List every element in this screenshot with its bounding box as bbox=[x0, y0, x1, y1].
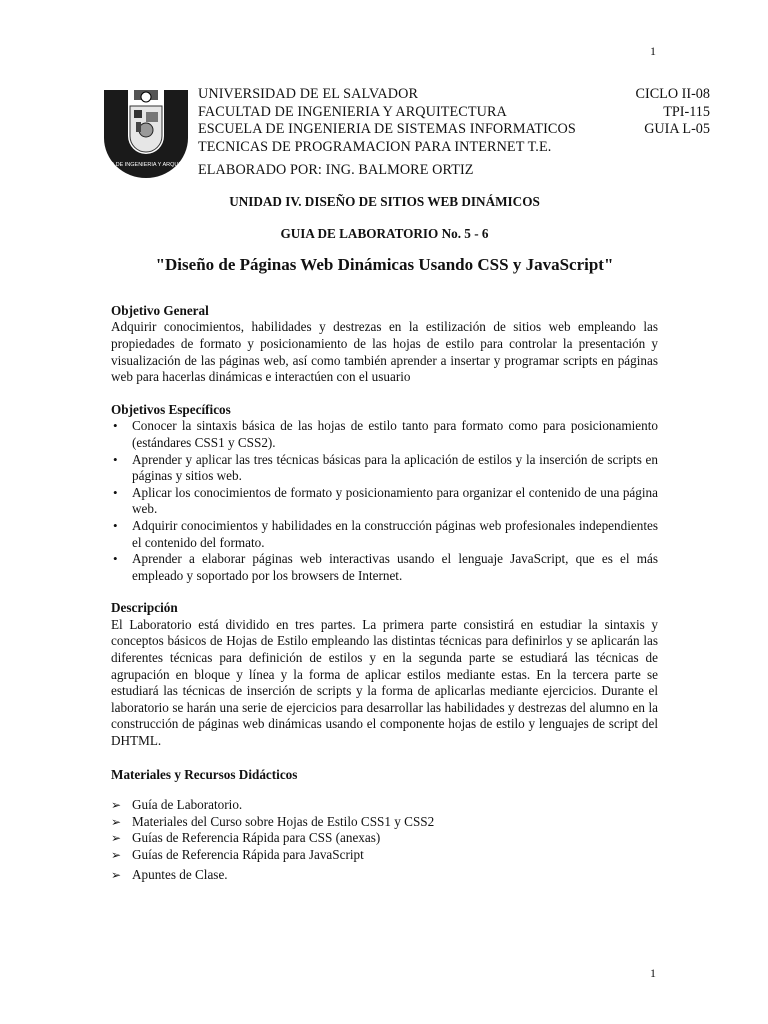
descripcion-section bbox=[111, 600, 658, 749]
header-course-code: TPI-115 bbox=[663, 103, 710, 120]
course-code-block bbox=[636, 86, 710, 139]
arrow-bullet-icon: ➢ bbox=[111, 798, 122, 813]
materiales-list bbox=[111, 797, 658, 883]
list-item: • Aplicar los conocimientos de formato y posicionamiento para organizar el contenido de una página web. bbox=[113, 484, 658, 517]
arrow-bullet-icon: ➢ bbox=[111, 848, 122, 862]
objetivo-general-section bbox=[111, 303, 658, 386]
list-item: ➢ Apuntes de Clase. bbox=[111, 866, 228, 882]
objetivos-especificos-list bbox=[111, 418, 658, 584]
list-item: • Adquirir conocimientos y habilidades en la construcción páginas web profesionales independientes el contenido del formato. bbox=[113, 517, 658, 550]
header-line-course: TECNICAS DE PROGRAMACION PARA INTERNET T.E. bbox=[198, 138, 552, 155]
document-header bbox=[86, 86, 712, 182]
list-item: ➢ Materiales del Curso sobre Hojas de Estilo CSS1 y CSS2 bbox=[111, 813, 435, 829]
objetivo-general-heading: Objetivo General bbox=[111, 302, 209, 318]
header-line-university: UNIVERSIDAD DE EL SALVADOR bbox=[198, 86, 419, 102]
faculty-logo bbox=[86, 86, 206, 176]
faculty-seal-icon bbox=[86, 86, 206, 176]
list-item: • Aprender y aplicar las tres técnicas básicas para la aplicación de estilos y la inserción de scripts en páginas y sitios web. bbox=[113, 451, 658, 484]
objetivo-general-text: Adquirir conocimientos, habilidades y destrezas en la estilización de sitios web empleando las propiedades de formato y posicionamiento de las hojas de estilo para controlar la presentación y visualización de las páginas web, así como también aprender a insertar y programar scripts en páginas web para hacerlas dinámicas e interactúen con el usuario bbox=[111, 319, 658, 385]
list-item: ➢ Guías de Referencia Rápida para JavaScript bbox=[111, 847, 364, 862]
page-number-top: 1 bbox=[650, 44, 656, 58]
bullet-icon: • bbox=[113, 484, 118, 500]
list-item: ➢ Guía de Laboratorio. bbox=[111, 797, 243, 813]
header-guide-code: GUIA L-05 bbox=[644, 121, 710, 137]
list-item: • Aprender a elaborar páginas web interactivas usando el lenguaje JavaScript, que es el más empleado y soportado por los browsers de Internet. bbox=[113, 551, 658, 583]
arrow-bullet-icon: ➢ bbox=[111, 814, 122, 829]
header-line-faculty: FACULTAD DE INGENIERIA Y ARQUITECTURA bbox=[198, 103, 507, 120]
header-author: ELABORADO POR: ING. BALMORE ORTIZ bbox=[198, 162, 474, 178]
main-title: "Diseño de Páginas Web Dinámicas Usando CSS y JavaScript" bbox=[155, 255, 614, 275]
svg-text:FACULTAD DE INGENIERIA Y ARQUI: FACULTAD DE INGENIERIA Y ARQUITECTURA bbox=[86, 162, 206, 168]
list-item: ➢ Guías de Referencia Rápida para CSS (anexas) bbox=[111, 830, 381, 846]
header-line-school: ESCUELA DE INGENIERIA DE SISTEMAS INFORMATICOS bbox=[198, 121, 576, 137]
bullet-icon: • bbox=[113, 418, 118, 434]
arrow-bullet-icon: ➢ bbox=[111, 867, 122, 882]
bullet-icon: • bbox=[113, 451, 118, 467]
institution-block bbox=[198, 86, 576, 180]
page-number-bottom: 1 bbox=[650, 966, 656, 980]
unit-title: UNIDAD IV. DISEÑO DE SITIOS WEB DINÁMICOS bbox=[229, 194, 540, 209]
guide-title: GUIA DE LABORATORIO No. 5 - 6 bbox=[280, 225, 489, 241]
objetivos-especificos-section bbox=[111, 402, 658, 585]
objetivos-especificos-heading: Objetivos Específicos bbox=[111, 401, 231, 417]
descripcion-heading: Descripción bbox=[111, 600, 178, 616]
document-body bbox=[111, 194, 658, 883]
materiales-section bbox=[111, 767, 658, 884]
arrow-bullet-icon: ➢ bbox=[111, 831, 122, 846]
materiales-heading: Materiales y Recursos Didácticos bbox=[111, 766, 298, 782]
bullet-icon: • bbox=[113, 517, 118, 533]
header-cycle: CICLO II-08 bbox=[635, 86, 710, 102]
bullet-icon: • bbox=[113, 551, 118, 567]
descripcion-text: El Laboratorio está dividido en tres partes. La primera parte consistirá en estudiar la sintaxis y conceptos básicos de Hojas de Estilo empleando las distintas técnicas para definirlos y se aplicarán las diferentes técnicas para definición de estilos y en la segunda parte se estudiará las técnicas de agrupación en bloque y línea y la forma de aplicar estilos mediante estas. En la tercera parte se estudiará las técnicas de inserción de scripts y la forma de aplicarlas mediante ejercicios. Durante el laboratorio se harán una serie de ejercicios para desarrollar las habilidades y destrezas del alumno en la construcción de páginas web dinámicas usando el componente hojas de estilo y lenguajes de script del DHTML. bbox=[111, 616, 658, 749]
list-item: • Conocer la sintaxis básica de las hojas de estilo tanto para formato como para posicionamiento (estándares CSS1 y CSS2). bbox=[113, 418, 658, 450]
